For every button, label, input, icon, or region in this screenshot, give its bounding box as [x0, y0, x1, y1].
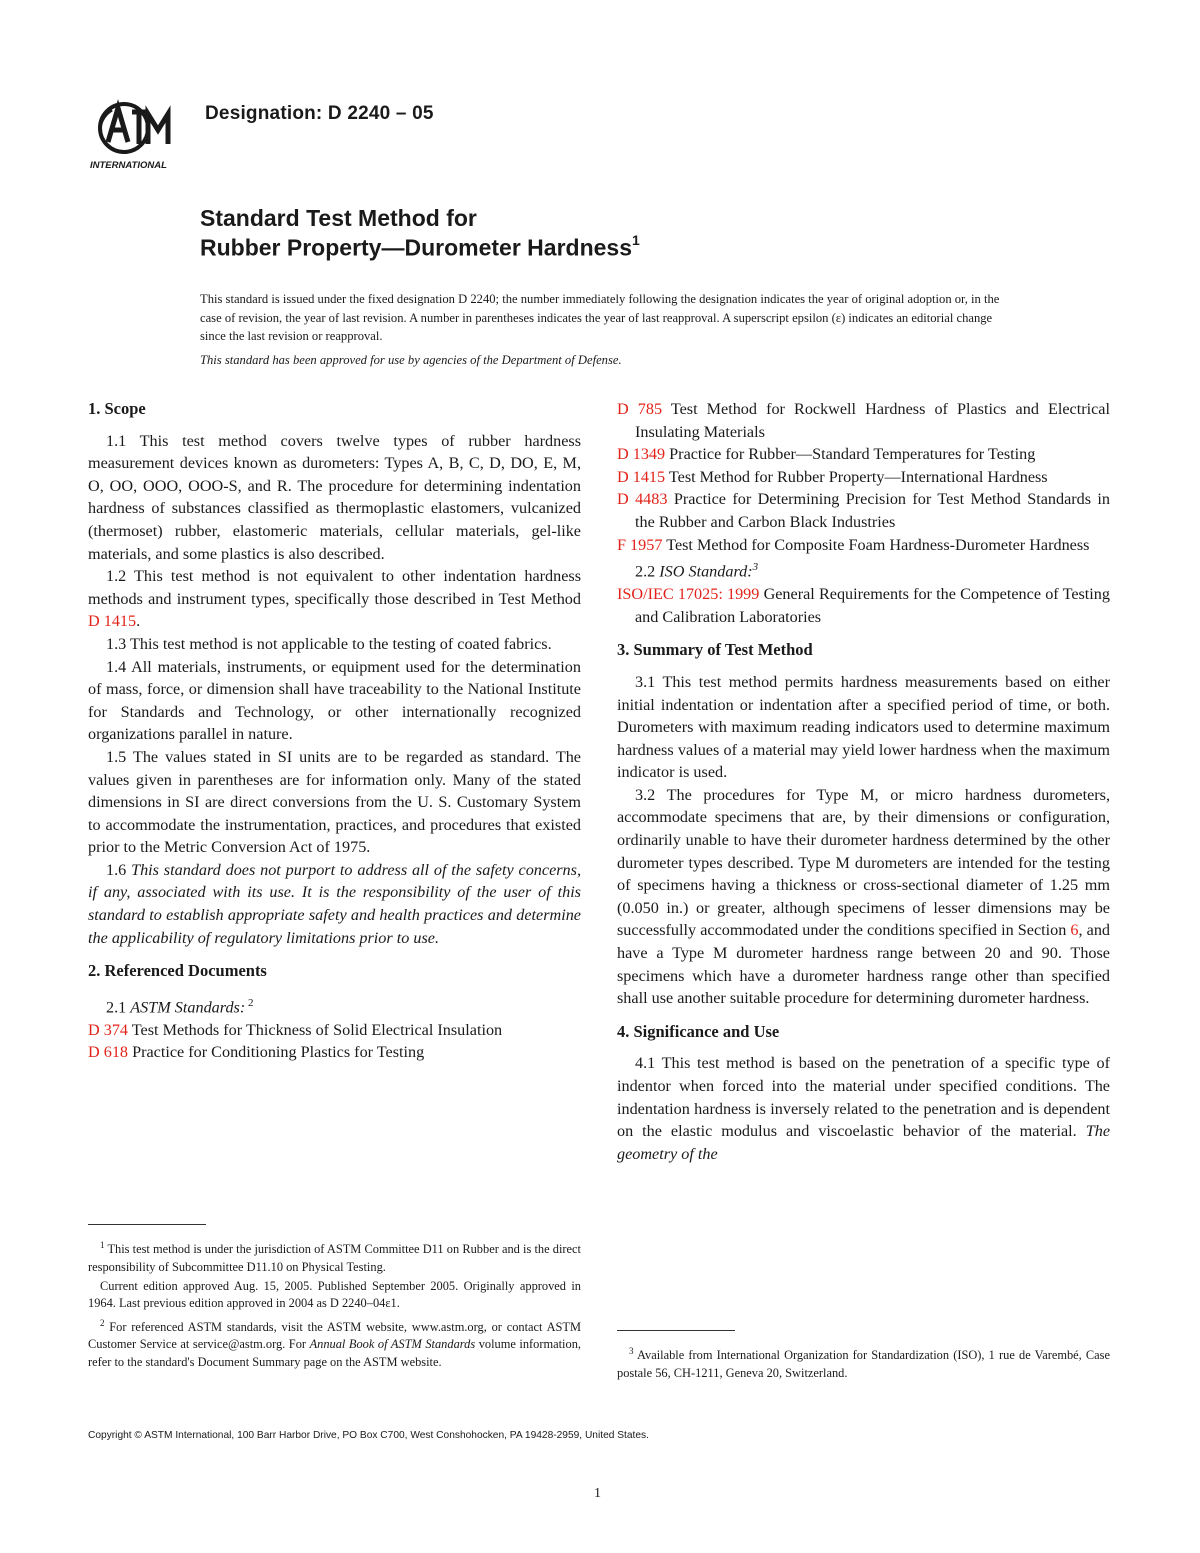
paragraph-1-6-text: This standard does not purport to address all of the safety concerns, if any, associated with its use. It is the responsibility of the user of this standard to establish appropriate safety and health practices and determine the applicability of regulatory limitations prior to use.	[88, 860, 581, 947]
footnote-divider	[88, 1224, 206, 1225]
reference-item	[88, 1041, 581, 1064]
link-section-6[interactable]: 6	[1070, 921, 1079, 940]
footnote-italic: Annual Book of ASTM Standards	[309, 1337, 476, 1352]
page-number: 1	[594, 1486, 601, 1501]
paragraph-3-2-end: , and have a Type M durometer hardness range between 20 and 90. Those specimens which have a durometer hardness range other than specified shall use another suitable procedure for determining durometer hardness.	[617, 921, 1111, 1008]
footnote-text: Available from International Organization for Standardization (ISO), 1 rue de Varembé, Case postale 56, CH-1211, Geneva 20, Switzerland.	[617, 1348, 1110, 1380]
reference-link[interactable]: D 374	[88, 1020, 129, 1039]
paragraph-3-2-text: 3.2 The procedures for Type M, or micro hardness durometers, accommodate specimens that are, by their dimensions or configuration, ordinarily unable to have their durometer hardness determined by the other durometer types described. Type M durometers are intended for the testing of specimens having a thickness or cross-sectional diameter of 1.25 mm (0.050 in.) or greater, although specimens of lesser dimensions may be successfully accommodated under the conditions specified in Section	[617, 785, 1110, 940]
paragraph-1-4: 1.4 All materials, instruments, or equipment used for the determination of mass, force, or dimension shall have traceability to the National Institute for Standards and Technology, or other internationally recognized organizations parallel in nature.	[88, 657, 581, 744]
paragraph-3-1: 3.1 This test method permits hardness measurements based on either initial indentation or indentation after a specified period of time, or both. Durometers with maximum reading indicators used to determine maximum hardness values of a material may yield lower hardness when the maximum indicator is used.	[617, 672, 1110, 782]
reference-title: Test Method for Composite Foam Hardness-Durometer Hardness	[662, 535, 1090, 554]
reference-link[interactable]: D 618	[88, 1043, 129, 1062]
astm-logo-mark	[88, 98, 188, 174]
reference-item	[617, 488, 1110, 533]
standard-notice: This standard is issued under the fixed designation D 2240; the number immediately following the designation indicates the year of original adoption or, in the case of revision, the year of last revision. A number in parentheses indicates the year of last reapproval. A superscript epsilon (ε) indicates an editorial change since the last revision or reapproval.	[200, 292, 1000, 343]
reference-title: Practice for Rubber—Standard Temperatures for Testing	[665, 445, 1036, 464]
section-heading-summary: 3. Summary of Test Method	[617, 640, 813, 660]
paragraph-4-1-italic: The geometry of the	[617, 1122, 1110, 1163]
reference-link[interactable]: D 4483	[617, 490, 668, 509]
title-text: Rubber Property—Durometer Hardness	[200, 234, 632, 261]
footnote-text: This test method is under the jurisdiction of ASTM Committee D11 on Rubber and is the direct responsibility of Subcommittee D11.10 on Physical Testing.	[88, 1242, 581, 1274]
paragraph-1-5: 1.5 The values stated in SI units are to be regarded as standard. The values given in parentheses are for information only. Many of the stated dimensions in SI are direct conversions from the U. S. Customary System to accommodate the instrumentation, practices, and procedures that existed prior to the Metric Conversion Act of 1975.	[88, 747, 581, 857]
copyright-line: Copyright © ASTM International, 100 Barr Harbor Drive, PO Box C700, West Conshohocken, PA 19428-2959, United States.	[88, 1430, 649, 1441]
section-heading-significance: 4. Significance and Use	[617, 1021, 780, 1041]
reference-title: General Requirements for the Competence of Testing and Calibration Laboratories	[635, 585, 1110, 626]
astm-label-text: ASTM Standards:	[130, 998, 246, 1017]
iso-label-mark: 3	[752, 561, 759, 574]
reference-item	[617, 583, 1110, 628]
footnote-mark: 3	[629, 1346, 634, 1356]
section-heading-scope: 1. Scope	[88, 399, 146, 418]
right-column	[617, 398, 1110, 1165]
paragraph-1-1: 1.1 This test method covers twelve types of rubber hardness measurement devices known as durometers: Types A, B, C, D, DO, E, M, O, OO, OOO, OOO-S, and R. The procedure for determining indentation hardness of substances classified as thermoplastic elastomers, vulcanized (thermoset) rubber, elastomeric materials, cellular materials, gel-like materials, and some plastics is also described.	[88, 431, 581, 563]
footnote-mark: 1	[100, 1240, 105, 1250]
reference-title: Practice for Determining Precision for Test Method Standards in the Rubber and Carbon Black Industries	[635, 490, 1110, 531]
paragraph-1-2-end: .	[136, 612, 141, 631]
section-heading-referenced: 2. Referenced Documents	[88, 961, 267, 981]
paragraph-1-2-text: 1.2 This test method is not equivalent to other indentation hardness methods and instrument types, specifically those described in Test Method	[88, 567, 581, 608]
paragraph-4-1-text: 4.1 This test method is based on the penetration of a specific type of indentor when forced into the material under specified conditions. The indentation hardness is inversely related to the penetration and is dependent on the elastic modulus and viscoelastic behavior of the material.	[617, 1054, 1110, 1141]
reference-item	[617, 534, 1110, 557]
reference-title: Test Method for Rubber Property—International Hardness	[665, 467, 1048, 486]
reference-link[interactable]: D 1349	[617, 445, 666, 464]
paragraph-1-3: 1.3 This test method is not applicable to the testing of coated fabrics.	[106, 634, 552, 653]
astm-label-mark: 2	[245, 996, 254, 1009]
iso-label-text: ISO Standard:	[659, 562, 753, 581]
footnotes-right	[617, 1343, 1110, 1384]
footnote-text: For referenced ASTM standards, visit the ASTM website, www.astm.org, or contact ASTM Customer Service at service@astm.org. For	[88, 1319, 581, 1352]
title-line-1: Standard Test Method for	[200, 205, 477, 231]
iso-standard-label	[617, 556, 1110, 583]
footnote-1	[88, 1237, 581, 1276]
reference-title: Practice for Conditioning Plastics for Testing	[128, 1043, 425, 1062]
reference-item	[88, 1019, 581, 1042]
astm-standards-label	[88, 992, 581, 1019]
footnote-divider	[617, 1330, 735, 1331]
reference-item	[617, 466, 1110, 489]
footnote-2	[88, 1315, 581, 1371]
designation: Designation: D 2240 – 05	[205, 103, 434, 124]
reference-link[interactable]: F 1957	[617, 535, 663, 554]
footnote-3	[617, 1343, 1110, 1382]
title-line-2	[200, 234, 640, 262]
paragraph-4-1	[617, 1052, 1110, 1165]
reference-title: Test Methods for Thickness of Solid Electrical Insulation	[128, 1020, 503, 1039]
footnote-text-end: volume information, refer to the standard's Document Summary page on the ASTM website.	[88, 1337, 581, 1369]
astm-logo	[88, 98, 188, 174]
reference-link[interactable]: D 1415	[617, 467, 666, 486]
reference-item	[617, 398, 1110, 443]
logo-text: INTERNATIONAL	[90, 160, 167, 171]
left-column	[88, 398, 581, 1064]
paragraph-1-2	[88, 565, 581, 633]
reference-title: Test Method for Rockwell Hardness of Plastics and Electrical Insulating Materials	[635, 400, 1110, 441]
reference-link[interactable]: ISO/IEC 17025: 1999	[617, 585, 760, 604]
paragraph-1-6	[88, 859, 581, 949]
footnote-1-edition: Current edition approved Aug. 15, 2005. Published September 2005. Originally approved in 1964. Last previous edition approved in 2004 as D 2240–04ε1.	[88, 1278, 581, 1311]
footnotes-left	[88, 1237, 581, 1373]
reference-link[interactable]: D 785	[617, 400, 663, 418]
iso-label-number: 2.2	[635, 562, 660, 581]
paragraph-1-6-number: 1.6	[106, 860, 132, 879]
dod-approval: This standard has been approved for use by agencies of the Department of Defense.	[200, 353, 622, 367]
astm-label-number: 2.1	[106, 998, 131, 1017]
title-footnote-mark: 1	[632, 232, 640, 248]
paragraph-3-2	[617, 784, 1110, 1010]
reference-item	[617, 443, 1110, 466]
footnote-mark: 2	[100, 1317, 105, 1328]
link-d1415[interactable]: D 1415	[88, 612, 137, 631]
